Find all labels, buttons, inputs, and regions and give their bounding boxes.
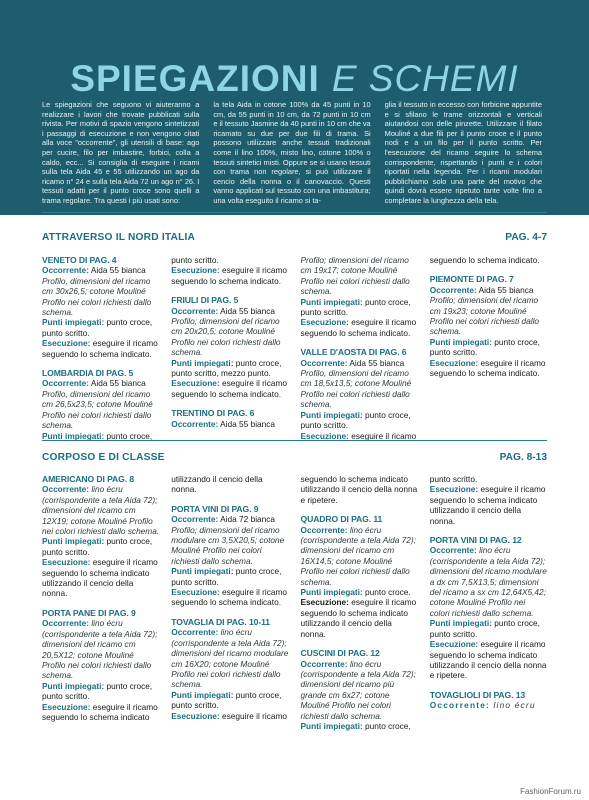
field-label: Punti impiegati: bbox=[42, 680, 105, 691]
entry-line bbox=[171, 306, 288, 316]
field-label: Punti impiegati: bbox=[42, 536, 105, 547]
entry-line bbox=[301, 597, 418, 639]
field-value: Aida 72 bianca bbox=[218, 514, 276, 525]
field-value: eseguire il ricamo seguendo lo schema indicato. bbox=[300, 317, 417, 338]
field-value: punto croce, punto scritto. bbox=[171, 566, 282, 587]
instruction-entry bbox=[301, 474, 418, 505]
field-label: Occorrente: bbox=[171, 305, 219, 316]
section-pages: PAG. 8-13 bbox=[499, 452, 547, 463]
entry-line bbox=[42, 484, 159, 536]
section-title: ATTRAVERSO IL NORD ITALIA bbox=[42, 232, 196, 243]
field-value: punto croce, punto scritto, mezzo punto. bbox=[171, 357, 282, 379]
entry-line bbox=[42, 276, 159, 318]
intro-column-1: Le spiegazioni che seguono vi aiuteranno a realizzare i lavori che trovate pubblicati sulla rivista. Per motivi di spazio vengono sintetizzati i passaggi di esecuzione e non vengono citati alla voce "occorrente", gli utensili di base: ago per cucire, filo per imbastire, forbici, colla a caldo, ecc... Si consiglia di eseguire i ricami sulla tela Aida 45 e 55 utilizzando un ago da ricamo n° 24 e sulla tela Aida 72 un ago n° 26. I tessuti adatti per il punto croce sono quelli a trama regolare. Tra questi i più usati sono: bbox=[42, 100, 200, 205]
instruction-entry bbox=[171, 504, 288, 608]
text-column bbox=[300, 255, 418, 441]
entry-line bbox=[430, 484, 547, 526]
entry-line bbox=[42, 618, 159, 680]
entry-line bbox=[430, 337, 547, 358]
field-value: eseguire il ricamo seguendo lo schema indicato. bbox=[429, 357, 546, 379]
watermark: FashionForum.ru bbox=[520, 787, 581, 796]
instruction-entry bbox=[171, 255, 288, 286]
field-value: lino écru (corrispondente a tela Aida 72); dimensioni del ricamo più grande cm 6x27; cotone Mouliné Profilo nei colori richiesti dallo schema. bbox=[300, 658, 416, 721]
field-label: Esecuzione: bbox=[429, 357, 479, 368]
entry-line bbox=[430, 618, 547, 639]
field-value: punto croce, punto scritto. bbox=[429, 336, 540, 358]
entry-line bbox=[301, 721, 418, 731]
field-value: lino écru (corrispondente a tela Aida 72); dimensioni del ricamo cm 20,5X12; cotone Mouliné Profilo nei colori richiesti dallo schema. bbox=[42, 618, 158, 681]
field-value: Aida 55 bianca bbox=[476, 284, 534, 295]
entry-line bbox=[171, 255, 288, 265]
instruction-entry bbox=[42, 474, 159, 599]
field-label: Punti impiegati: bbox=[42, 317, 105, 328]
field-value: eseguire il ricamo seguendo lo schema indicato. bbox=[171, 587, 287, 608]
field-value: punto croce, punto scritto. bbox=[42, 317, 153, 338]
field-label: Esecuzione: bbox=[42, 338, 91, 349]
field-label: Occorrente: bbox=[429, 545, 477, 556]
entry-title: VENETO DI PAG. 4 bbox=[42, 255, 117, 265]
entry-title: PIEMONTE DI PAG. 7 bbox=[429, 274, 514, 285]
field-value: Aida 55 bianca bbox=[218, 305, 276, 316]
entry-line bbox=[171, 587, 288, 608]
entry-line bbox=[171, 711, 288, 721]
field-value: utilizzando il cencio della nonna. bbox=[171, 474, 263, 495]
entry-line bbox=[430, 639, 547, 681]
field-value: Profilo, dimensioni del ricamo cm 30x26,5; cotone Mouliné Profilo nei colori richiesti dallo schema. bbox=[42, 275, 152, 318]
instruction-entry bbox=[171, 617, 288, 721]
instruction-entry bbox=[301, 347, 418, 441]
text-column bbox=[430, 255, 547, 435]
field-label: Punti impiegati: bbox=[171, 689, 234, 700]
section-columns bbox=[42, 255, 547, 441]
field-value: Aida 55 bianca bbox=[347, 357, 405, 368]
field-value: punto croce, punto scritto. bbox=[300, 296, 411, 318]
field-value: punto croce, punto scritto. bbox=[300, 409, 411, 431]
field-label: Esecuzione: bbox=[171, 710, 220, 721]
field-label: Punti impiegati: bbox=[171, 566, 234, 577]
entry-line bbox=[171, 690, 288, 711]
section-title: CORPOSO E DI CLASSE bbox=[42, 452, 165, 463]
entry-line bbox=[301, 317, 418, 338]
field-value: lino écru (corrispondente a tela Aida 72); dimensioni del ricamo cm 12X19; cotone Mouliné Profilo nei colori richiesti dallo schema. bbox=[42, 484, 160, 537]
entry-title: QUADRO DI PAG. 11 bbox=[300, 514, 383, 525]
field-label: Occorrente: bbox=[42, 484, 90, 495]
section-corposo bbox=[42, 452, 547, 792]
field-label: Punti impiegati: bbox=[429, 618, 492, 629]
entry-line bbox=[42, 702, 159, 723]
entry-line bbox=[430, 700, 547, 710]
text-column bbox=[42, 474, 159, 794]
entry-title: FRIULI DI PAG. 5 bbox=[171, 295, 239, 306]
field-label: Esecuzione: bbox=[300, 597, 349, 608]
field-value: punto croce, bbox=[362, 720, 411, 731]
page-title-sub: E SCHEMI bbox=[331, 58, 519, 99]
instruction-entry bbox=[171, 408, 288, 429]
field-value: eseguire il ricamo seguendo lo schema indicato utilizzando il cencio della nonna. bbox=[42, 557, 158, 599]
instruction-entry bbox=[430, 255, 547, 265]
text-column bbox=[42, 255, 159, 441]
entry-line bbox=[430, 285, 547, 295]
entry-line bbox=[301, 410, 418, 431]
page-title bbox=[0, 58, 589, 100]
field-value: punto scritto. bbox=[171, 255, 219, 265]
field-value: eseguire il ricamo seguendo lo schema indicato. bbox=[171, 378, 287, 399]
field-label: Occorrente: bbox=[171, 627, 219, 638]
instruction-entry bbox=[430, 535, 547, 681]
header-divider bbox=[42, 212, 547, 213]
entry-title: VALLE D'AOSTA DI PAG. 6 bbox=[300, 347, 407, 358]
instruction-entry bbox=[42, 368, 159, 441]
field-label: Esecuzione: bbox=[171, 265, 220, 276]
field-value: eseguire il ricamo seguendo lo schema indicato utilizzando il cencio della nonna. bbox=[429, 484, 546, 526]
entry-title: AMERICANO DI PAG. 8 bbox=[42, 474, 135, 484]
entry-title: TOVAGLIOLI DI PAG. 13 bbox=[429, 689, 526, 700]
field-label: Esecuzione: bbox=[42, 557, 91, 568]
entry-line bbox=[301, 659, 418, 721]
field-label: Punti impiegati: bbox=[171, 357, 234, 368]
entry-title: LOMBARDIA DI PAG. 5 bbox=[42, 368, 134, 379]
entry-line bbox=[171, 419, 288, 429]
text-column bbox=[430, 474, 547, 794]
entry-line bbox=[430, 474, 547, 484]
entry-line bbox=[42, 557, 159, 599]
field-value: eseguire il ricamo seguendo lo schema indicato utilizzando il cencio della nonna. bbox=[300, 597, 417, 639]
field-label: Occorrente: bbox=[429, 284, 477, 295]
section-divider bbox=[42, 440, 547, 441]
field-value: Aida 55 bianca bbox=[89, 265, 146, 276]
field-value: lino écru (corrispondente a tela Aida 72); dimensioni del ricamo modulare a dx cm 7,5X13,5; dimensioni del ricamo a sx cm 12,64X5,42; cotone Mouliné Profilo nei colori richiesti dallo schema. bbox=[429, 545, 547, 618]
entry-line bbox=[301, 525, 418, 587]
entry-line bbox=[430, 545, 547, 618]
field-value: eseguire il ricamo seguendo lo schema indicato. bbox=[171, 265, 287, 286]
instruction-entry bbox=[301, 648, 418, 731]
instruction-entry bbox=[430, 690, 547, 711]
field-value: seguendo lo schema indicato. bbox=[429, 255, 540, 265]
entry-line bbox=[301, 358, 418, 368]
field-label: Occorrente: bbox=[42, 265, 90, 276]
entry-line bbox=[171, 378, 288, 399]
field-label: Occorrente: bbox=[171, 514, 219, 525]
field-value: punto croce, punto scritto. bbox=[42, 536, 153, 557]
entry-line bbox=[171, 358, 288, 379]
entry-line bbox=[171, 627, 288, 689]
intro-column-3: glia il tessuto in eccesso con forbicine appuntite e si sfilano le trame orizzontali e verticali aiutandosi con delle pinzette. Utilizzare il filato Mouliné a due fili per il punto croce e il punto nodi e a un filo per il punto scritto. Per l'esecuzione del ricamo seguire lo schema corrispondente, rispettando i punti e i colori riportati nella legenda. Per i ricami modulari pubblichiamo solo una parte del motivo che quindi dovrà essere ripetuto tante volte fino a completare la lunghezza della tela. bbox=[384, 100, 542, 205]
field-label: Punti impiegati: bbox=[300, 720, 363, 731]
field-label: Occorrente: bbox=[42, 378, 90, 389]
entry-line bbox=[301, 297, 418, 318]
field-value: punto croce, punto scritto. bbox=[171, 689, 282, 711]
entry-title: TRENTINO DI PAG. 6 bbox=[171, 408, 255, 419]
field-value: Aida 55 bianca bbox=[89, 378, 146, 389]
field-value: lino écru (corrispondente a tela Aida 72); dimensioni del ricamo cm 16X14,5; cotone Mouliné Profilo nei colori richiesti dallo schema. bbox=[300, 524, 416, 587]
entry-line bbox=[171, 525, 288, 567]
instruction-entry bbox=[42, 608, 159, 722]
field-label: Esecuzione: bbox=[171, 378, 220, 389]
field-label: Esecuzione: bbox=[300, 317, 349, 328]
entry-line bbox=[301, 474, 418, 505]
field-label: Punti impiegati: bbox=[300, 296, 363, 307]
entry-line bbox=[430, 358, 547, 379]
text-column bbox=[301, 474, 418, 794]
field-value: eseguire il ricamo bbox=[348, 430, 417, 441]
field-value: Profilo, dimensioni del ricamo cm 18,5x13,5; cotone Mouliné Profilo nei colori richiesti dallo schema. bbox=[300, 368, 412, 410]
field-value: seguendo lo schema indicato utilizzando il cencio della nonna e ripetere. bbox=[300, 474, 418, 505]
field-value: lino écru bbox=[489, 700, 536, 711]
field-label: Esecuzione: bbox=[429, 639, 479, 650]
field-label: Punti impiegati: bbox=[300, 409, 363, 420]
field-value: eseguire il ricamo bbox=[219, 710, 287, 721]
field-value: punto croce, punto scritto. bbox=[429, 618, 540, 639]
entry-line bbox=[42, 681, 159, 702]
field-label: Punti impiegati: bbox=[42, 430, 105, 441]
field-value: punto scritto. bbox=[429, 474, 478, 484]
page-header bbox=[0, 0, 589, 215]
field-label: Occorrente: bbox=[429, 700, 490, 711]
text-column bbox=[171, 474, 288, 794]
section-columns bbox=[42, 474, 547, 794]
entry-line bbox=[42, 338, 159, 359]
field-label: Esecuzione: bbox=[300, 430, 349, 441]
section-nord-italia bbox=[42, 232, 547, 441]
entry-line bbox=[301, 255, 418, 297]
entry-title: CUSCINI DI PAG. 12 bbox=[300, 648, 380, 659]
field-value: Profilo; dimensioni del ricamo cm 20x20,5; cotone Mouliné Profilo nei colori richiesti dallo schema. bbox=[171, 316, 281, 358]
instruction-entry bbox=[430, 474, 547, 526]
entry-line bbox=[42, 265, 159, 275]
field-value: punto croce, punto scritto. bbox=[42, 680, 153, 702]
intro-column-2: la tela Aida in cotone 100% da 45 punti in 10 cm, da 55 punti in 10 cm, da 72 punti in 10 cm e il tessuto Jasmine da 40 punti in 10 cm che va ricamato su due per due fili di trama. Si possono utilizzare anche tessuti tradizionali come il lino 100%, misto lino, cotone 100% o tessuti sintetici misti. Oppure se si usano tessuti con trama non regolare, si può utilizzare il cencio della nonna o il canovaccio. Questi vanno applicati sul tessuto con una imbastitura; una volta eseguito il ricamo si ta- bbox=[213, 100, 371, 205]
field-label: Occorrente: bbox=[300, 658, 348, 669]
field-label: Esecuzione: bbox=[429, 484, 479, 495]
field-value: punto croce. bbox=[362, 587, 411, 598]
field-value: Profilo; dimensioni del ricamo modulare cm 3,5X20,5; cotone Mouliné Profilo nei colori richiesti dallo schema. bbox=[171, 524, 285, 566]
instruction-entry bbox=[430, 274, 547, 378]
instruction-entry bbox=[171, 295, 288, 399]
section-heading bbox=[42, 452, 547, 463]
entry-line bbox=[171, 316, 288, 358]
field-value: eseguire il ricamo seguendo lo schema indicato utilizzando il cencio della nonna e ripetere. bbox=[429, 639, 547, 681]
field-label: Punti impiegati: bbox=[429, 336, 492, 347]
text-column bbox=[171, 255, 288, 435]
entry-title: PORTA VINI DI PAG. 12 bbox=[429, 535, 522, 546]
entry-title: TOVAGLIA DI PAG. 10-11 bbox=[171, 616, 270, 627]
field-label: Occorrente: bbox=[42, 618, 90, 629]
instruction-entry bbox=[301, 255, 418, 338]
intro-text bbox=[42, 100, 542, 206]
page-title-main: SPIEGAZIONI bbox=[70, 58, 320, 99]
entry-line bbox=[42, 389, 159, 431]
entry-line bbox=[430, 295, 547, 337]
field-label: Occorrente: bbox=[300, 357, 348, 368]
entry-title: PORTA PANE DI PAG. 9 bbox=[42, 607, 136, 618]
instruction-entry bbox=[171, 474, 288, 495]
entry-line bbox=[42, 317, 159, 338]
entry-title: PORTA VINI DI PAG. 9 bbox=[171, 503, 259, 514]
entry-line bbox=[42, 378, 159, 388]
field-label: Punti impiegati: bbox=[300, 587, 363, 598]
field-label: Esecuzione: bbox=[42, 701, 91, 712]
entry-line bbox=[42, 536, 159, 557]
entry-line bbox=[301, 587, 418, 597]
field-value: eseguire il ricamo seguendo lo schema indicato bbox=[42, 701, 158, 722]
entry-line bbox=[301, 368, 418, 410]
field-value: Profilo; dimensioni del ricamo cm 19x17; cotone Mouliné Profilo nei colori richiesti dallo schema. bbox=[300, 255, 410, 297]
section-heading bbox=[42, 232, 547, 243]
entry-line bbox=[171, 474, 288, 495]
field-value: Aida 55 bianca bbox=[218, 418, 276, 429]
instruction-entry bbox=[301, 514, 418, 639]
field-value: punto croce, bbox=[104, 430, 153, 441]
instruction-entry bbox=[42, 255, 159, 359]
entry-line bbox=[171, 265, 288, 286]
field-label: Esecuzione: bbox=[171, 587, 220, 598]
field-value: lino écru (corrispondente a tela Aida 72); dimensioni del ricamo modulare cm 16X20; cotone Mouliné Profilo nei colori richiesti dallo schema. bbox=[171, 627, 289, 690]
entry-line bbox=[171, 514, 288, 524]
section-pages: PAG. 4-7 bbox=[505, 232, 547, 243]
entry-line bbox=[171, 566, 288, 587]
entry-line bbox=[430, 255, 547, 265]
field-label: Occorrente: bbox=[300, 524, 348, 535]
field-value: Profilo, dimensioni del ricamo cm 26,5x23,5; cotone Mouliné Profilo nei colori richiesti dallo schema. bbox=[42, 388, 153, 431]
field-label: Occorrente: bbox=[171, 418, 219, 429]
field-value: eseguire il ricamo seguendo lo schema indicato. bbox=[42, 338, 158, 359]
field-value: Profilo; dimensioni del ricamo cm 19x23; cotone Mouliné Profilo nei colori richiesti dallo schema. bbox=[429, 295, 540, 337]
